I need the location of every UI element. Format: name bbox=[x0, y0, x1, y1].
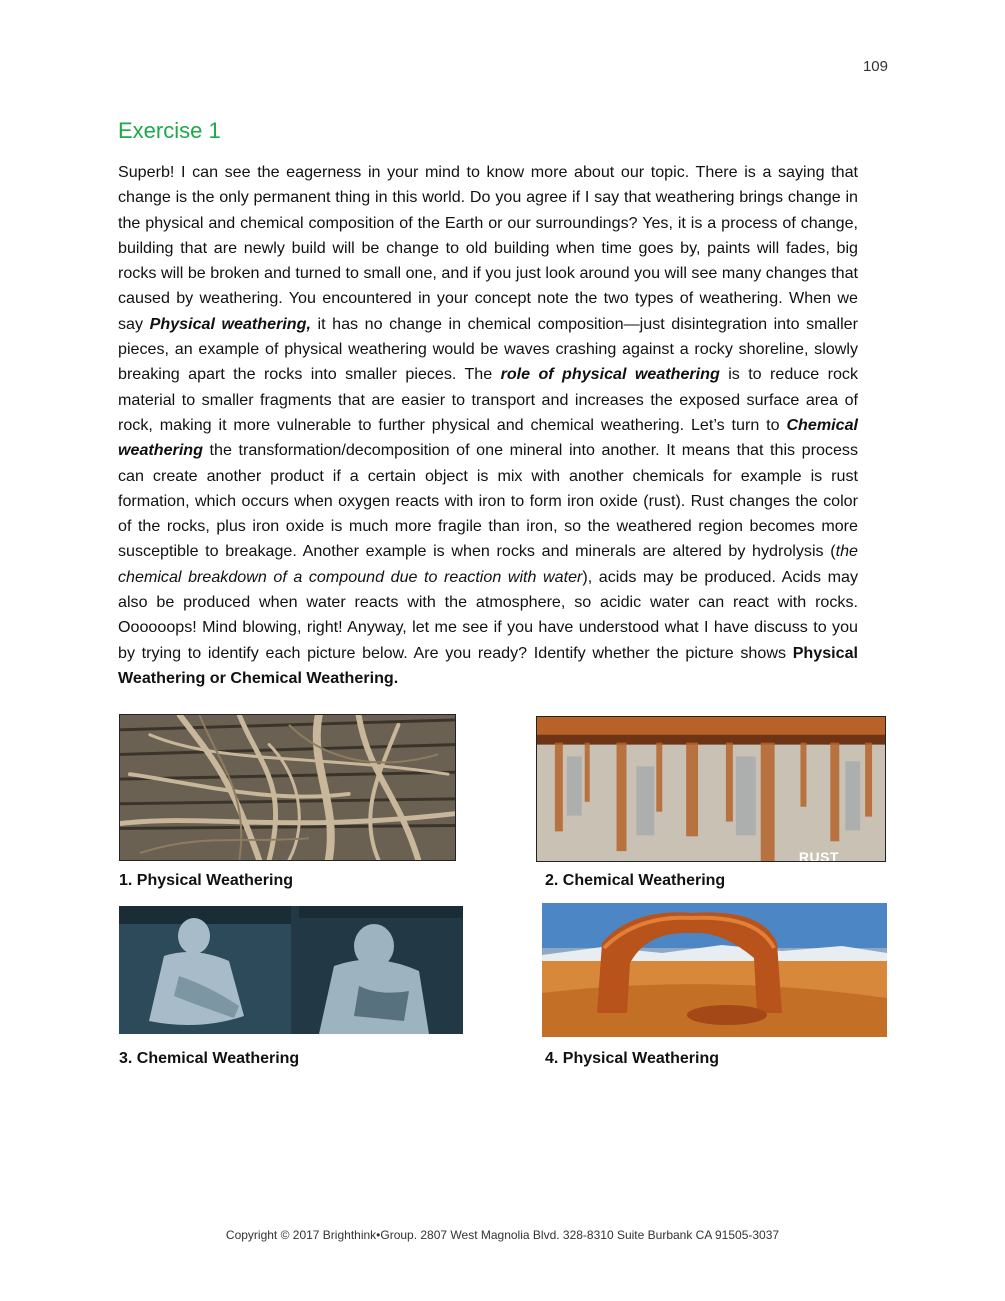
paragraph-part-3: is to reduce rock material to smaller fragments that are easier to transport and increases the exposed surface area of rock, making it more vulnerable to further physical and chemical weathering. Let’s turn to bbox=[118, 365, 859, 434]
paragraph-part-5: ), acids may be produced. Acids may also be produced when water reacts with the atmosphere, so acidic water can react with rocks. Oooooops! Mind blowing, right! Anyway, let me see if you have understood what I have discuss to you by trying to identify each picture below. Are you ready? Identify whether the picture shows bbox=[118, 567, 858, 662]
weathered-statues-image bbox=[119, 906, 463, 1034]
body-paragraph bbox=[118, 160, 858, 691]
caption-image-4: 4. Physical Weathering bbox=[545, 1050, 719, 1067]
paragraph-part-2: it has no change in chemical composition—just disintegration into smaller pieces, an example of physical weathering would be waves crashing against a rocky shoreline, slowly breaking apart the rocks into smaller pieces. The bbox=[118, 314, 858, 384]
paragraph-part-4: the transformation/decomposition of one mineral into another. It means that this process can create another product if a certain object is mix with another chemicals for example is rust formation, which occurs when oxygen reacts with iron to form iron oxide (rust). Rust changes the color of the rocks, plus iron oxide is much more fragile than iron, so the weathered region becomes more susceptible to breakage. Another example is when rocks and minerals are altered by hydrolysis ( bbox=[118, 441, 858, 561]
term-physical-weathering: Physical weathering, bbox=[149, 314, 311, 333]
instruction-bold: Physical Weathering or Chemical Weathering. bbox=[118, 643, 858, 687]
copyright-footer: Copyright © 2017 Brighthink•Group. 2807 West Magnolia Blvd. 328-8310 Suite Burbank CA 91505-3037 bbox=[225, 1228, 780, 1242]
roots-on-steps-image bbox=[119, 714, 456, 861]
page-number: 109 bbox=[862, 58, 888, 75]
term-role-physical-weathering: role of physical weathering bbox=[500, 365, 720, 384]
caption-image-1: 1. Physical Weathering bbox=[119, 872, 293, 889]
rust-wall-image bbox=[536, 716, 886, 862]
rust-overlay-label: RUST bbox=[798, 849, 839, 862]
caption-image-3: 3. Chemical Weathering bbox=[119, 1050, 300, 1067]
sandstone-arch-image bbox=[542, 903, 887, 1037]
paragraph-part-1: Superb! I can see the eagerness in your mind to know more about our topic. There is a saying that change is the only permanent thing in this world. Do you agree if I say that weathering brings change in the physical and chemical composition of the Earth or our surroundings? Yes, it is a process of change, building that are newly build will be change to old building when time goes by, paints will fades, big rocks will be broken and turned to small one, and if you just look around you will see many changes that caused by weathering. You encountered in your concept note the two types of weathering. When we say bbox=[118, 163, 858, 333]
caption-image-2: 2. Chemical Weathering bbox=[545, 872, 726, 889]
exercise-title: Exercise 1 bbox=[118, 118, 221, 143]
term-chemical-weathering: Chemical weathering bbox=[118, 415, 858, 460]
hydrolysis-definition: the chemical breakdown of a compound due to reaction with water bbox=[118, 542, 858, 586]
